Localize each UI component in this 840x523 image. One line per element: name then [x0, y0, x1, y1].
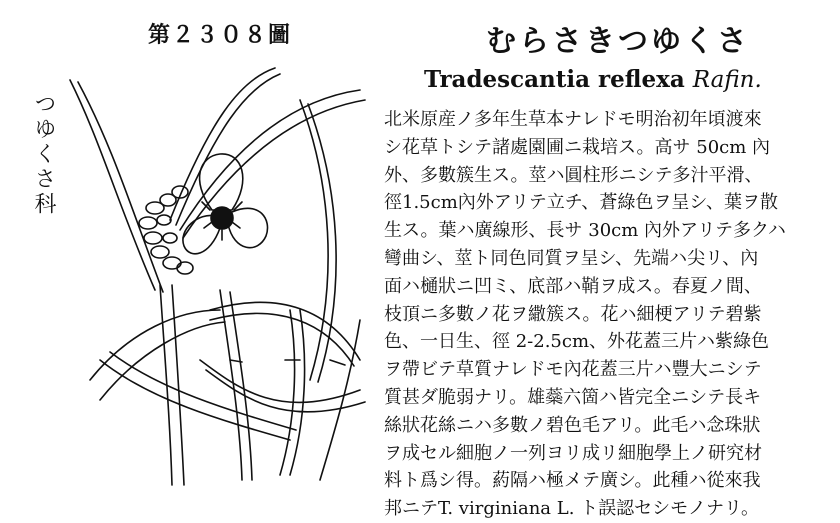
description-line: 面ハ樋狀ニ凹ミ、底部ハ鞘ヲ成ス。春夏ノ間、	[384, 275, 762, 297]
description-line: 生ス。葉ハ廣線形、長サ 30cm 內外アリテ多クハ	[384, 220, 786, 242]
figure-number: 第２３０８圖	[148, 22, 293, 48]
description-line: 質甚ダ脆弱ナリ。雄蘂六箇ハ皆完全ニシテ長キ	[384, 386, 762, 408]
description-line: 邦ニテT. virginiana L. ト誤認セシモノナリ。	[384, 498, 760, 520]
description-line: 北米原産ノ多年生草本ナレドモ明治初年頃渡來	[384, 109, 762, 130]
scientific-name	[424, 66, 762, 93]
description-text	[384, 106, 824, 523]
scientific-name-author: Rafin.	[692, 67, 762, 93]
description-line: 色、一日生、徑 2-2.5cm、外花蓋三片ハ紫綠色	[384, 331, 770, 353]
family-name: つゆくさ科	[31, 92, 56, 217]
description-line: シ花草トシテ諸處園圃ニ栽培ス。高サ 50cm 內	[384, 136, 771, 158]
japanese-name: むらさきつゆくさ	[486, 24, 750, 59]
description-line: ヲ成セル細胞ノ一列ヨリ成リ細胞學上ノ研究材	[384, 442, 762, 464]
description-line: 絲狀花絲ニハ多數ノ碧色毛アリ。此毛ハ念珠狀	[384, 414, 761, 436]
description-line: 料ト爲シ得。葯隔ハ極メテ廣シ。此種ハ從來我	[384, 470, 761, 492]
scientific-name-binomial: Tradescantia reflexa	[424, 66, 685, 93]
description-line: 枝頂ニ多數ノ花ヲ繖簇ス。花ハ細梗アリテ碧紫	[384, 303, 762, 325]
description-line: 徑1.5cm內外アリテ立チ、蒼綠色ヲ呈シ、葉ヲ散	[384, 192, 778, 214]
plant-illustration	[60, 60, 380, 490]
description-line: 彎曲シ、莖ト同色同質ヲ呈シ、先端ハ尖リ、內	[384, 247, 759, 269]
description-line: 外、多數簇生ス。莖ハ圓柱形ニシテ多汁平滑、	[384, 164, 763, 186]
description-line: ヲ帶ビテ草質ナレドモ內花蓋三片ハ豐大ニシテ	[384, 359, 762, 381]
